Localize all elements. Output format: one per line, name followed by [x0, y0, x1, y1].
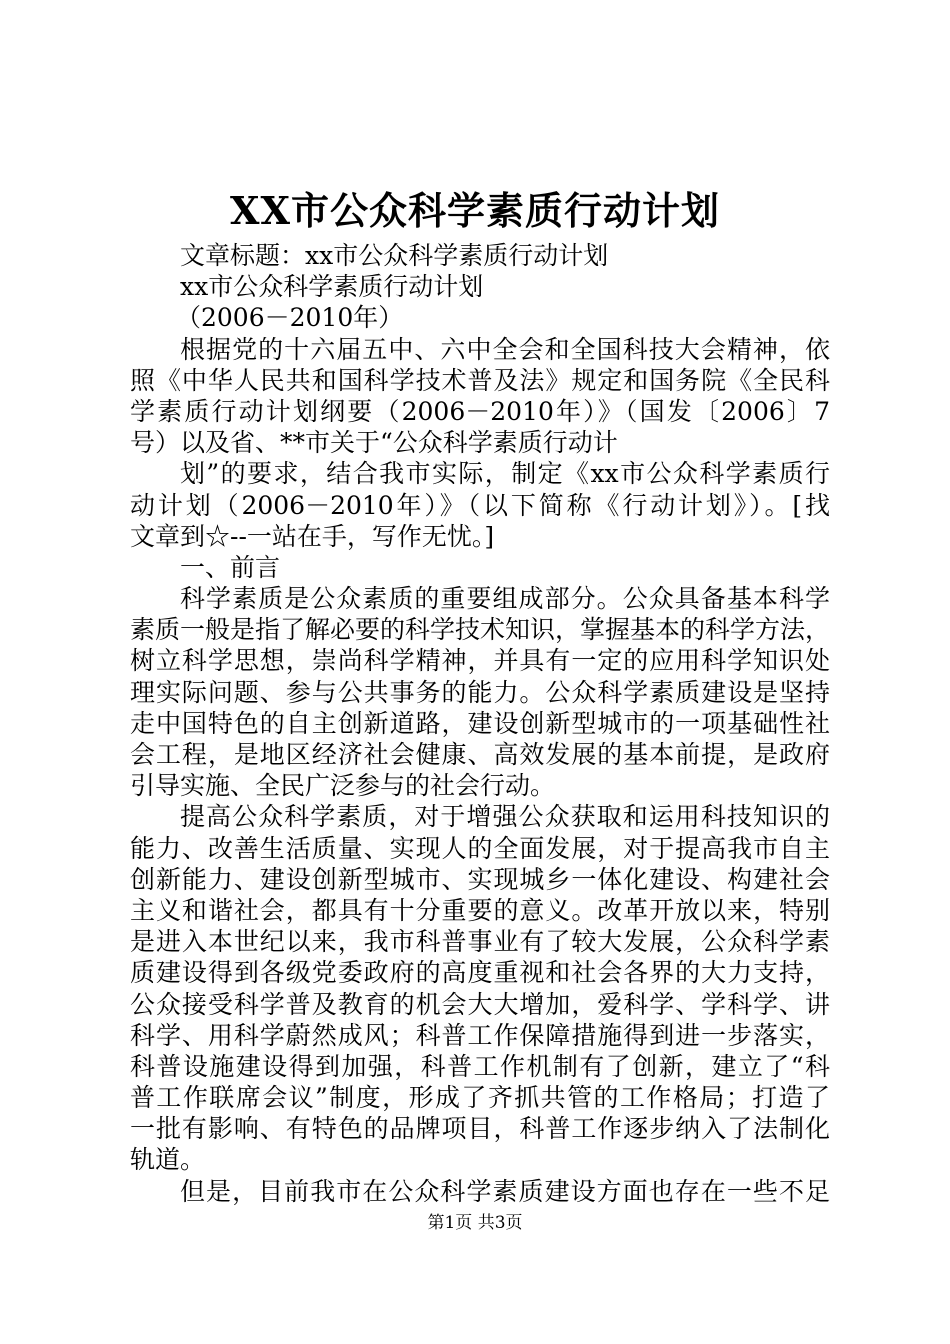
paragraph-line: 学素质行动计划纲要（2006－2010年）》（国发〔2006〕7	[130, 396, 830, 426]
paragraph-line: 轨道。	[130, 1145, 206, 1175]
paragraph-line: 但是，目前我市在公众科学素质建设方面也存在一些不足	[180, 1176, 830, 1206]
paragraph-line: 普工作联席会议”制度，形成了齐抓共管的工作格局；打造了	[130, 1083, 830, 1113]
paragraph-line: 创新能力、建设创新型城市、实现城乡一体化建设、构建社会	[130, 864, 830, 894]
paragraph-line: 理实际问题、参与公共事务的能力。公众科学素质建设是坚持	[130, 677, 830, 707]
paragraph-line: 会工程，是地区经济社会健康、高效发展的基本前提，是政府	[130, 740, 830, 769]
paragraph-line: 提高公众科学素质，对于增强公众获取和运用科技知识的	[180, 802, 830, 832]
paragraph-line: 动计划（2006－2010年）》（以下简称《行动计划》）。[找	[130, 490, 830, 520]
paragraph-line: 科普设施建设得到加强，科普工作机制有了创新，建立了“科	[130, 1051, 830, 1081]
paragraph-line: 引导实施、全民广泛参与的社会行动。	[130, 771, 556, 801]
paragraph-line: 划”的要求，结合我市实际，制定《xx市公众科学素质行	[180, 459, 830, 489]
paragraph-line: 科学、用科学蔚然成风；科普工作保障措施得到进一步落实，	[130, 1020, 830, 1050]
paragraph-line: 主义和谐社会，都具有十分重要的意义。改革开放以来，特别	[130, 895, 830, 925]
document-body	[130, 240, 830, 1207]
paragraph-line: 科学素质是公众素质的重要组成部分。公众具备基本科学	[180, 584, 830, 614]
paragraph-line: 根据党的十六届五中、六中全会和全国科技大会精神，依	[180, 334, 830, 364]
section-heading: 一、前言	[180, 552, 281, 582]
paragraph-line: 照《中华人民共和国科学技术普及法》规定和国务院《全民科	[130, 365, 830, 395]
paragraph-line: 号）以及省、**市关于“公众科学素质行动计	[130, 428, 618, 458]
paragraph-line: 能力、改善生活质量、实现人的全面发展，对于提高我市自主	[130, 833, 830, 863]
paragraph-line: 素质一般是指了解必要的科学技术知识，掌握基本的科学方法，	[130, 615, 831, 645]
paragraph-line: 树立科学思想，崇尚科学精神，并具有一定的应用科学知识处	[130, 646, 830, 676]
paragraph-line: 是进入本世纪以来，我市科普事业有了较大发展，公众科学素	[130, 927, 830, 957]
paragraph-line: 文章到☆--一站在手，写作无忧。]	[130, 521, 495, 551]
paragraph-line: 公众接受科学普及教育的机会大大增加，爱科学、学科学、讲	[130, 989, 830, 1019]
plan-period-line: （2006－2010年）	[176, 303, 404, 333]
page-footer: 第1页 共3页	[427, 1213, 523, 1233]
document-title: XX市公众科学素质行动计划	[230, 188, 720, 233]
article-title-line: 文章标题：xx市公众科学素质行动计划	[180, 241, 609, 270]
paragraph-line: 走中国特色的自主创新道路，建设创新型城市的一项基础性社	[130, 708, 830, 738]
paragraph-line: 质建设得到各级党委政府的高度重视和社会各界的大力支持，	[130, 958, 830, 988]
paragraph-line: 一批有影响、有特色的品牌项目，科普工作逐步纳入了法制化	[130, 1114, 830, 1144]
plan-name-line: xx市公众科学素质行动计划	[180, 272, 484, 302]
